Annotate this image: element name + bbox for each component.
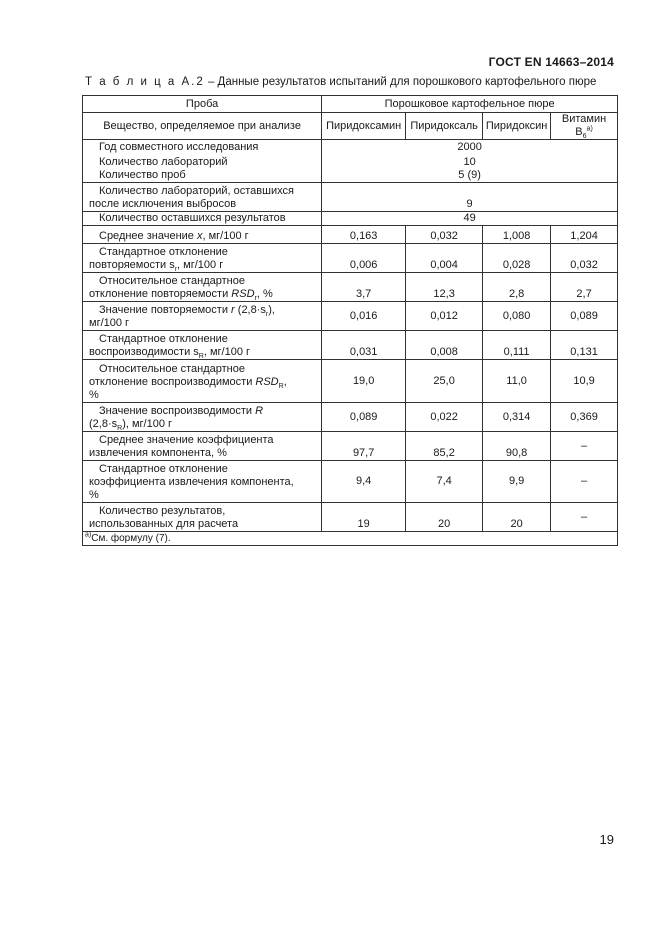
cell-value: 0,012: [406, 302, 483, 331]
table-row-year: [83, 140, 618, 154]
table-row-sR: [83, 331, 618, 360]
row-label: [83, 169, 322, 183]
cell-value: 19: [322, 503, 406, 532]
head-col-4-text: Витамин B: [561, 113, 607, 138]
cell-value: 9,9: [483, 461, 551, 503]
table-row-r: [83, 302, 618, 331]
cell-value: 20: [406, 503, 483, 532]
footnote-mark: а): [85, 531, 92, 539]
row-label: [83, 360, 322, 403]
table-row-samples: [83, 169, 618, 183]
cell-value: 2,7: [551, 273, 618, 302]
row-label-line-2: мг/100 г: [89, 317, 130, 329]
row-label-text: Количество оставшихся результатов: [99, 212, 286, 224]
row-label-unit: , мг/100 г: [177, 259, 224, 271]
cell-value: 0,008: [406, 331, 483, 360]
cell-value: 0,314: [483, 403, 551, 432]
head-col-4: [551, 113, 618, 140]
cell-value: 2,8: [483, 273, 551, 302]
row-label-line-2: (2,8·s: [89, 418, 118, 430]
cell-value: 19,0: [322, 360, 406, 403]
table-caption: [85, 76, 596, 88]
row-label-line-2: извлечения компонента, %: [89, 447, 227, 459]
cell-value: 97,7: [322, 432, 406, 461]
row-label: [83, 154, 322, 169]
row-label-line-3: %: [89, 389, 99, 401]
table-row-sr: [83, 244, 618, 273]
cell-value: 0,131: [551, 331, 618, 360]
row-label-text: Количество лабораторий: [99, 155, 228, 168]
row-label-line-2: отклонение повторяемости: [89, 288, 232, 300]
table-row-R: [83, 403, 618, 432]
row-label: [83, 226, 322, 244]
table-row-recovery-sd: [83, 461, 618, 503]
head-col-4-sup: а): [586, 125, 593, 133]
cell-value: 7,4: [406, 461, 483, 503]
results-table: [82, 95, 618, 546]
row-label-text: Год совместного исследования: [99, 140, 259, 153]
row-label-subscript: r: [254, 295, 257, 303]
row-label-line-1: Стандартное отклонение: [99, 463, 228, 475]
table-row-results-left: [83, 212, 618, 226]
page-number: 19: [599, 832, 614, 847]
document-standard-header: ГОСТ EN 14663–2014: [488, 55, 614, 69]
row-label-line-1: Количество лабораторий, оставшихся: [99, 185, 294, 197]
row-label-unit: , мг/100 г: [202, 230, 249, 242]
cell-value: 0,111: [483, 331, 551, 360]
head-col-3: Пиридоксин: [483, 113, 551, 140]
head-col-2: Пиридоксаль: [406, 113, 483, 140]
cell-value: 0,022: [406, 403, 483, 432]
row-label-subscript: R: [278, 383, 284, 391]
cell-value: 0,163: [322, 226, 406, 244]
row-label-text: Среднее значение: [99, 230, 197, 242]
cell-value: –: [551, 503, 618, 532]
row-label-formula-end: ),: [268, 304, 275, 316]
row-label: [83, 331, 322, 360]
row-label: [83, 140, 322, 154]
row-label: [83, 273, 322, 302]
row-label-symbol: R: [255, 405, 264, 417]
row-label-subscript: R: [117, 425, 123, 433]
cell-value: 20: [483, 503, 551, 532]
cell-value: 11,0: [483, 360, 551, 403]
cell-value: –: [551, 432, 618, 461]
cell-value: 12,3: [406, 273, 483, 302]
row-label-unit: , мг/100 г: [203, 346, 251, 358]
table-footnote: [83, 532, 618, 546]
row-label: [83, 461, 322, 503]
row-label-subscript: r: [265, 311, 269, 319]
table-footnote-row: [83, 532, 618, 546]
cell-value: 5 (9): [322, 169, 618, 183]
cell-value: 85,2: [406, 432, 483, 461]
cell-value: 1,008: [483, 226, 551, 244]
cell-value: 0,369: [551, 403, 618, 432]
row-label-symbol: r: [231, 304, 235, 316]
cell-value: 0,016: [322, 302, 406, 331]
head-col-1: Пиридоксамин: [322, 113, 406, 140]
row-label-line-1: Значение воспроизводимости: [99, 405, 256, 417]
table-caption-text: – Данные результатов испытаний для порошкового картофельного пюре: [204, 76, 597, 88]
cell-value: 10: [322, 154, 618, 169]
cell-value: 0,006: [322, 244, 406, 273]
footnote-text: См. формулу (7).: [91, 533, 171, 544]
cell-value: 0,080: [483, 302, 551, 331]
table-row-rsdr: [83, 273, 618, 302]
head-analyte: Вещество, определяемое при анализе: [83, 113, 322, 140]
cell-value: 0,004: [406, 244, 483, 273]
table-row-labs-left: [83, 183, 618, 212]
cell-value: 1,204: [551, 226, 618, 244]
cell-value: 25,0: [406, 360, 483, 403]
row-label-comma: ,: [283, 376, 287, 388]
row-label-line-2: использованных для расчета: [89, 518, 239, 530]
row-label-symbol: RSD: [255, 376, 279, 388]
row-label-line-1: Относительное стандартное: [99, 275, 245, 287]
row-label-unit: ), мг/100 г: [122, 418, 173, 430]
row-label-line-2: после исключения выбросов: [89, 198, 237, 210]
cell-value: 0,089: [551, 302, 618, 331]
row-label-line-1: Стандартное отклонение: [99, 333, 228, 345]
row-label-subscript: r: [174, 266, 178, 274]
cell-value: 0,032: [406, 226, 483, 244]
table-head-row-1: [83, 96, 618, 113]
table-row-recovery: [83, 432, 618, 461]
row-label-line-1: Стандартное отклонение: [99, 246, 228, 258]
cell-value: 0,032: [551, 244, 618, 273]
table-head-row-2: [83, 113, 618, 140]
row-label: [83, 212, 322, 226]
cell-value: 0,089: [322, 403, 406, 432]
head-col-4-sub: 6: [582, 133, 587, 141]
cell-value: 90,8: [483, 432, 551, 461]
row-label-line-1: Количество результатов,: [99, 505, 226, 517]
row-label: [83, 302, 322, 331]
row-label-symbol: x: [196, 230, 203, 242]
row-label-subscript: R: [198, 353, 204, 361]
table-row-mean: [83, 226, 618, 244]
row-label-symbol: RSD: [231, 288, 255, 300]
row-label-line-2: воспроизводимости s: [89, 346, 199, 358]
cell-value: 2000: [322, 140, 618, 154]
cell-value: 0,028: [483, 244, 551, 273]
row-label: [83, 183, 322, 212]
cell-value: 9,4: [322, 461, 406, 503]
row-label: [83, 503, 322, 532]
row-label-line-2: отклонение воспроизводимости: [89, 376, 256, 388]
cell-value: 10,9: [551, 360, 618, 403]
row-label-line-2: повторяемости s: [89, 259, 175, 271]
row-label: [83, 244, 322, 273]
cell-value: 9: [322, 183, 618, 212]
table-caption-label: Т а б л и ц а А.2: [85, 76, 205, 88]
row-label-unit: , %: [256, 288, 273, 300]
cell-value: –: [551, 461, 618, 503]
row-label: [83, 403, 322, 432]
cell-value: 3,7: [322, 273, 406, 302]
row-label-line-1: Относительное стандартное: [99, 363, 245, 375]
table-row-labs: [83, 154, 618, 169]
table-row-n-results: [83, 503, 618, 532]
row-label-text: Количество проб: [99, 169, 186, 181]
head-product: Порошковое картофельное пюре: [322, 96, 618, 113]
row-label-line-3: %: [89, 489, 99, 501]
row-label: [83, 432, 322, 461]
cell-value: 49: [322, 212, 618, 226]
row-label-line-2: коэффициента извлечения компонента,: [89, 476, 294, 488]
head-sample: Проба: [83, 96, 322, 113]
row-label-line-1: Значение повторяемости: [99, 304, 232, 316]
row-label-formula: (2,8·s: [234, 304, 266, 316]
table-row-rsdR: [83, 360, 618, 403]
cell-value: 0,031: [322, 331, 406, 360]
row-label-line-1: Среднее значение коэффициента: [99, 434, 274, 446]
